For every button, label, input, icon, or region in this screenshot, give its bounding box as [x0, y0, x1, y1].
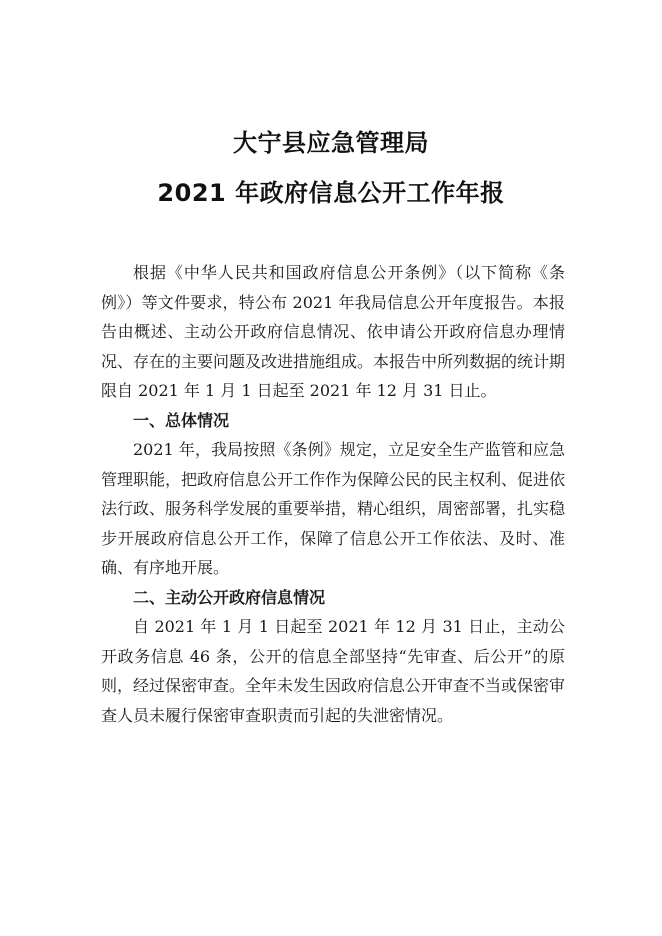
document-title-org: 大宁县应急管理局: [233, 129, 429, 157]
active-disclosure-paragraph: 自 2021 年 1 月 1 日起至 2021 年 12 月 31 日止，主动公开政务信息 46 条，公开的信息全部坚持“先审查、后公开”的原则，经过保密审查。全年未发生因政府信息公开审查不当或保密审查人员未履行保密审查职责而引起的失泄密情况。: [101, 617, 566, 725]
document-body: [101, 258, 565, 730]
section-heading-overview: 一、总体情况: [133, 410, 230, 430]
section-heading-active-disclosure: 二、主动公开政府信息情况: [133, 587, 326, 607]
document-title-report: 2021 年政府信息公开工作年报: [157, 179, 505, 207]
intro-paragraph: 根据《中华人民共和国政府信息公开条例》（以下简称《条例》）等文件要求，特公布 2021 年我局信息公开年度报告。本报告由概述、主动公开政府信息情况、依申请公开政府信息办理情况、存在的主要问题及改进措施组成。本报告中所列数据的统计期限自 2021 年 1 月 1 日起至 2021 年 12 月 31 日止。: [101, 263, 566, 400]
overview-paragraph: 2021 年，我局按照《条例》规定，立足安全生产监管和应急管理职能，把政府信息公开工作作为保障公民的民主权利、促进依法行政、服务科学发展的重要举措，精心组织，周密部署，扎实稳步开展政府信息公开工作，保障了信息公开工作依法、及时、准确、有序地开展。: [101, 440, 566, 577]
